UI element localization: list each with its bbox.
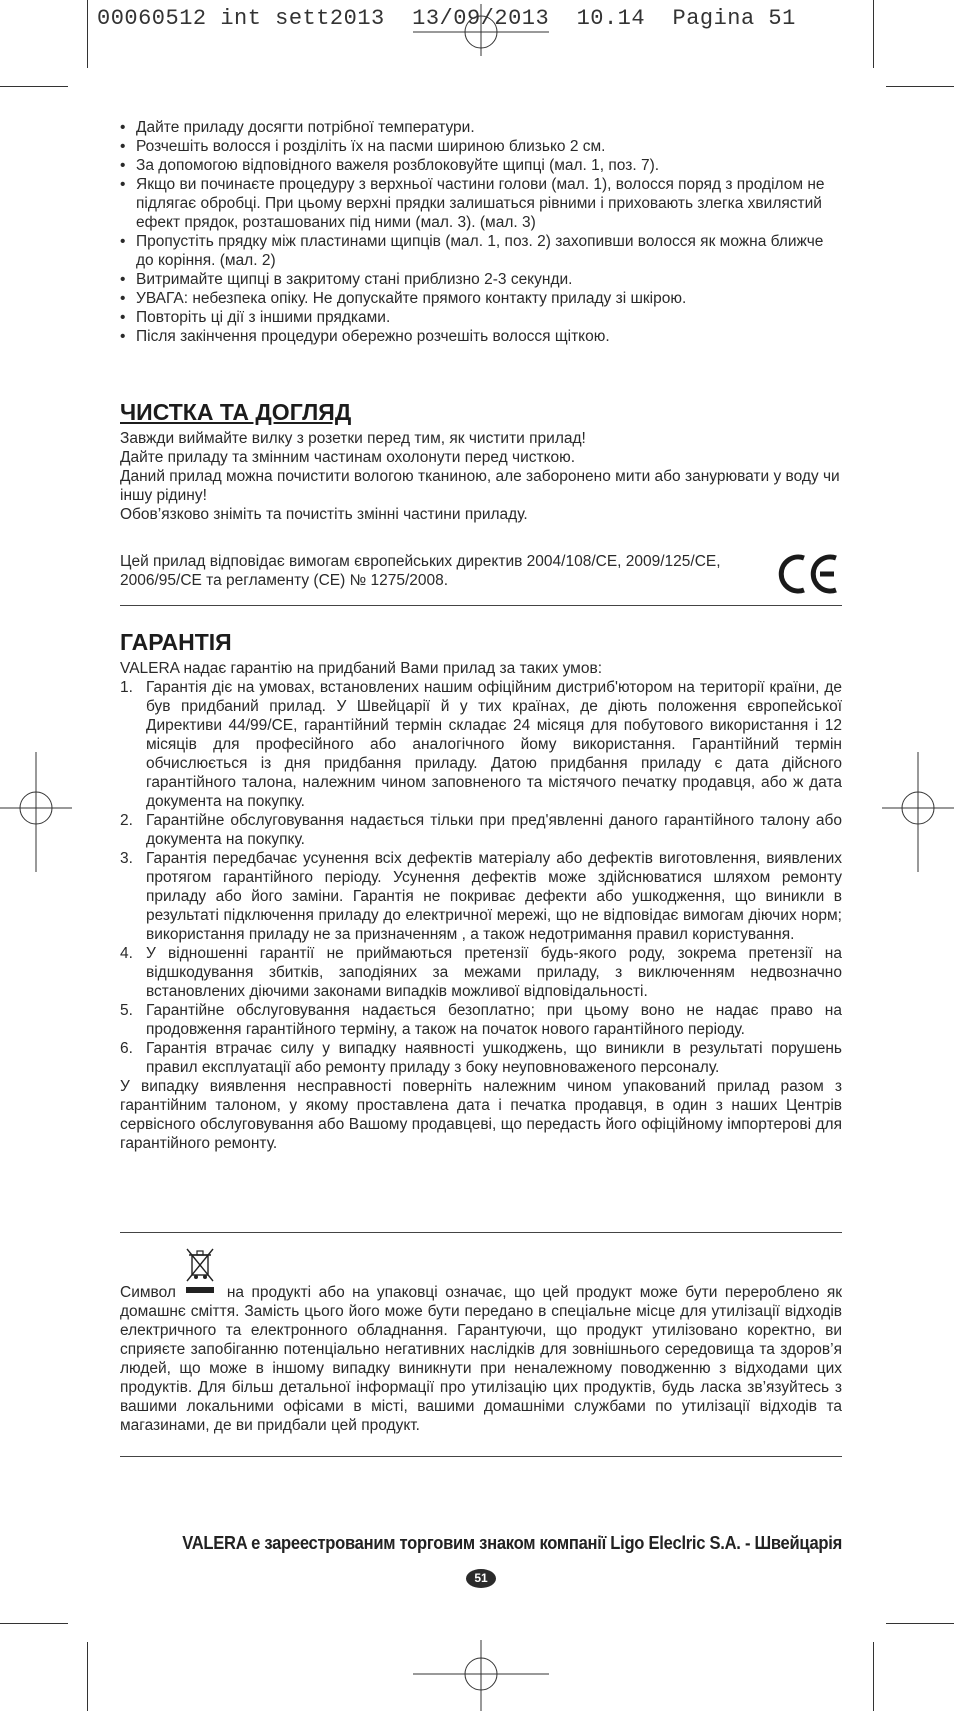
item-number: 3. (120, 850, 133, 867)
page-number: 51 (466, 1569, 496, 1588)
item-number: 2. (120, 812, 133, 829)
care-line: Даний прилад можна почистити вологою тканиною, але заборонено мити або занурювати у воду чи іншу рідину! (120, 468, 840, 504)
care-line: Дайте приладу та змінним частинам охолонути перед чисткою. (120, 449, 576, 466)
list-item (120, 1039, 842, 1077)
item-text: Гарантія діє на умовах, встановлених нашим офіційним дистриб'ютором на території країни, де був придбаний прилад. У Швейцарії й у тих країнах, де діють положення європейської Директиви 44/99/CE, гарантійний термін складає 24 місяця для побутового використання і 12 місяців для професійного або аналогічного йому використання. Гарантійний термін обчислюється із дня придбання приладу. Датою придбання приладу є дата дійсного гарантійного талона, належним чином заповненого та містячого печатку продавця, або ж дата документа на покупку. (146, 679, 842, 810)
warranty-intro: VALERA надає гарантію на придбаний Вами прилад за таких умов: (120, 660, 602, 677)
usage-steps (120, 118, 842, 346)
list-item: • Витримайте щипці в закритому стані приблизно 2-3 секунди. (120, 270, 842, 289)
ce-mark-icon (778, 552, 840, 596)
list-item (120, 1001, 842, 1039)
registration-mark-icon (413, 4, 549, 56)
trademark-footer: VALERA е зареестрованим торговим знаком компанії Ligo Eleclric S.A. - Швейцарія (182, 1533, 842, 1553)
crop-mark (886, 1623, 954, 1624)
ce-text: Цей прилад відповідає вимогам європейських директив 2004/108/CE, 2009/125/CE, 2006/95/CE та регламенту (CE) № 1275/2008. (120, 553, 721, 589)
disposal-section (120, 1281, 842, 1435)
item-text: У відношенні гарантії не приймаються претензії будь-якого роду, зокрема претензії на відшкодування збитків, заподіяних за межами приладу, з виключенням недвозначно встановлених діючими законами випадків можливої відповідальності. (146, 945, 842, 1000)
crop-mark (873, 1642, 874, 1711)
item-text: Гарантія передбачає усунення всіх дефектів матеріалу або дефектів виготовлення, виявлених протягом гарантійного періоду. Усунення дефектів може здійснюватися шляхом ремонту приладу або його заміни. Гарантія не покриває дефекти або ушкодження, що виникли в результаті підключення приладу до електричної мережі, що не відповідає вимогам діючих норм; використання приладу не за призначенням , а також недотримання правил користування. (146, 850, 842, 943)
item-number: 1. (120, 679, 133, 696)
crop-mark (886, 86, 954, 87)
warranty-list (120, 678, 842, 1077)
symbol-word: Символ (120, 1284, 176, 1301)
registration-mark-icon (0, 752, 72, 872)
print-header: 00060512 int sett2013 13/09/2013 10.14 Pagina 51 (97, 6, 796, 31)
item-number: 4. (120, 945, 133, 962)
list-item: • Пропустіть прядку між пластинами щипців (мал. 1, поз. 2) захопивши волосся як можна ближче до коріння. (мал. 2) (120, 232, 842, 270)
divider (120, 1456, 842, 1457)
crop-mark (0, 86, 68, 87)
list-item: • УВАГА: небезпека опіку. Не допускайте прямого контакту приладу зі шкірою. (120, 289, 842, 308)
warranty-section (120, 628, 842, 1153)
list-item (120, 849, 842, 944)
list-item: • За допомогою відповідного важеля розблоковуйте щипці (мал. 1, поз. 7). (120, 156, 842, 175)
crop-mark (87, 0, 88, 68)
care-section (120, 398, 842, 524)
ce-compliance (120, 552, 842, 598)
list-item: • Після закінчення процедури обережно розчешіть волосся щіткою. (120, 327, 842, 346)
item-text: Гарантійне обслуговування надається тільки при пред'явленні даного гарантійного талону або документа на покупку. (146, 812, 842, 848)
list-item: • Якщо ви починаєте процедуру з верхньої частини голови (мал. 1), волосся поряд з проділом не підлягає обробці. При цьому верхні прядки залишаться рівними і приховають злегка хвилястий ефект прядок, розташованих під ними (мал. 3). (мал. 3) (120, 175, 842, 232)
registration-mark-icon (413, 1640, 549, 1711)
warranty-outro: У випадку виявлення несправності поверніть належним чином упакований прилад разом з гарантійним талоном, у якому проставлена дата і печатка продавця, в один з наших Центрів сервісного обслуговування або Вашому продавцеві, що передасть його офіційному імпортерові для гарантійного ремонту. (120, 1078, 842, 1152)
list-item (120, 944, 842, 1001)
item-number: 5. (120, 1002, 133, 1019)
item-text: Гарантія втрачає силу у випадку наявності ушкоджень, що виникли в результаті порушень правил експлуатації або ремонту приладу з боку неуповноваженого персоналу. (146, 1040, 842, 1076)
disposal-body: на продукті або на упаковці означає, що цей продукт може бути перероблено як домашнє сміття. Замість цього його може бути передано в спеціальне місце для утилізації відходів електричного та електронного обладнання. Гарантуючи, що продукт утилізовано коректно, ви сприяєте запобіганню потенціально негативних наслідків для зовнішнього середовища та здоров’я людей, що може в іншому випадку виникнути при неналежному поводженню з відходами цих продуктів. Для більш детальної інформації про утилізацію цих продуктів, будь ласка зв’язуйтесь з вашими локальними офісами в місті, вашими домашніми службами по утилізації відходів та магазинами, де ви придбали цей продукт. (120, 1284, 842, 1434)
list-item: • Дайте приладу досягти потрібної температури. (120, 118, 842, 137)
disposal-text (120, 1281, 842, 1435)
divider (120, 1232, 842, 1233)
list-item: • Повторіть ці дії з іншими прядками. (120, 308, 842, 327)
item-text: Гарантійне обслуговування надається безоплатно; при цьому воно не надає право на продовження гарантійного терміну, а також на початок нового гарантійного періоду. (146, 1002, 842, 1038)
item-number: 6. (120, 1040, 133, 1057)
list-item (120, 811, 842, 849)
steps-list (120, 118, 842, 346)
crop-mark (873, 0, 874, 68)
care-line: Завжди виймайте вилку з розетки перед тим, як чистити прилад! (120, 430, 586, 447)
section-title: ГАРАНТІЯ (120, 629, 232, 655)
registration-mark-icon (882, 752, 954, 872)
divider (120, 605, 842, 606)
crop-mark (87, 1642, 88, 1711)
crossed-bin-icon (183, 1281, 219, 1299)
list-item (120, 678, 842, 811)
list-item: • Розчешіть волосся і розділіть їх на пасми шириною близько 2 см. (120, 137, 842, 156)
section-title: ЧИСТКА ТА ДОГЛЯД (120, 399, 352, 425)
care-line: Обов’язково зніміть та почистіть змінні частини приладу. (120, 506, 528, 523)
crop-mark (0, 1623, 68, 1624)
